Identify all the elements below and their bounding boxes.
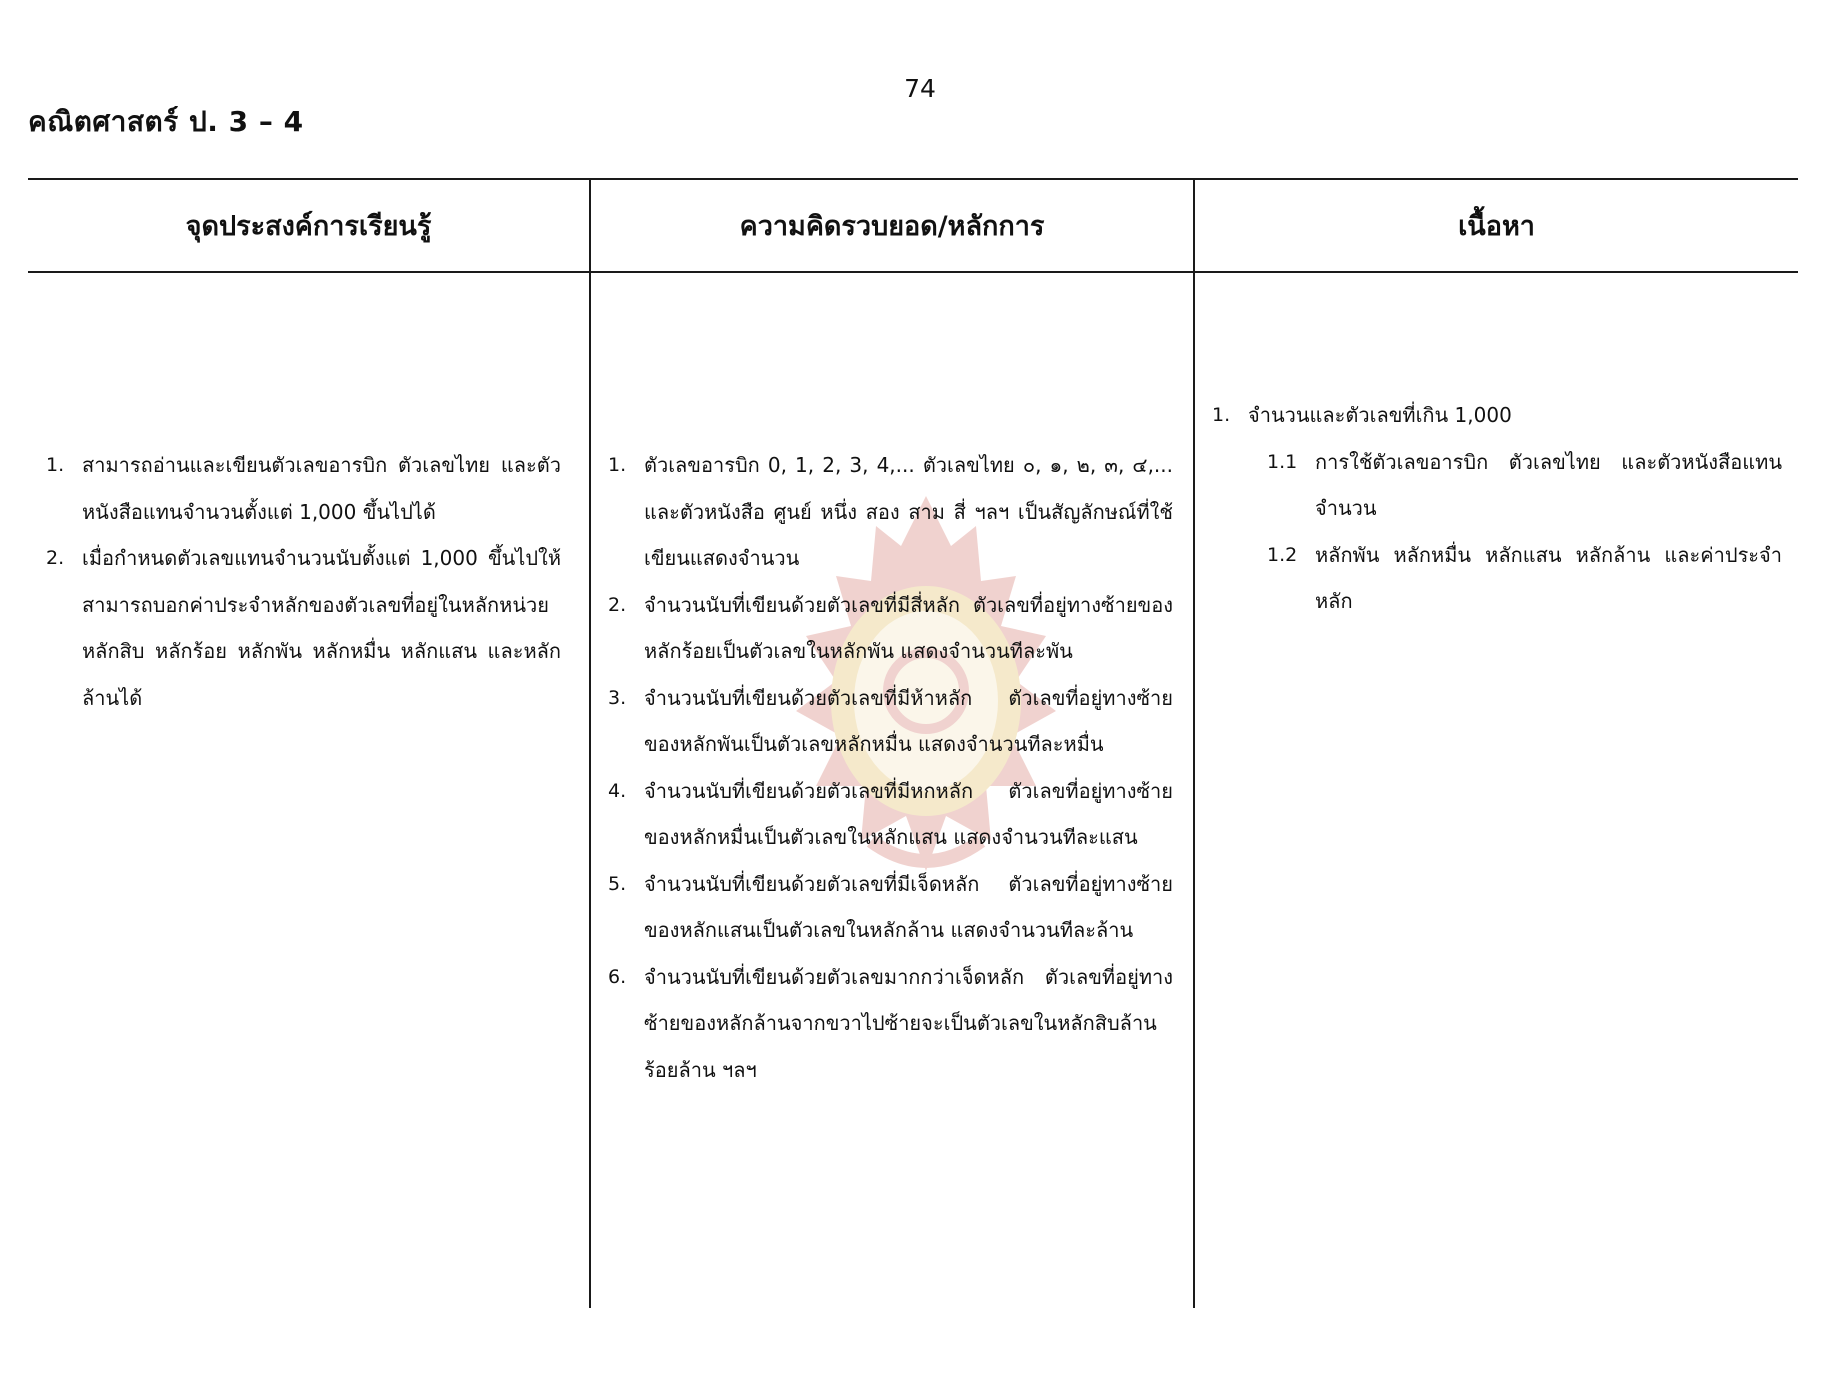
subitem-number: 1.1	[1267, 450, 1298, 473]
subitem-number: 1.2	[1267, 543, 1298, 566]
concepts-column	[608, 442, 1173, 1093]
list-item	[608, 768, 1173, 861]
list-item	[46, 535, 561, 721]
column-header-objectives: จุดประสงค์การเรียนรู้	[185, 211, 432, 242]
item-text: จำนวนนับที่เขียนด้วยตัวเลขที่มีหกหลัก ตัวเลขที่อยู่ทางซ้ายของหลักหมื่นเป็นตัวเลขในหลักแสน แสดงจำนวนทีละแสน	[644, 778, 1173, 849]
item-text: จำนวนนับที่เขียนด้วยตัวเลขที่มีเจ็ดหลัก ตัวเลขที่อยู่ทางซ้ายของหลักแสนเป็นตัวเลขในหลักล้าน แสดงจำนวนทีละล้าน	[644, 871, 1173, 942]
content-column	[1212, 392, 1782, 625]
list-item	[46, 442, 561, 535]
item-number: 2.	[608, 593, 627, 616]
subitem-text: หลักพัน หลักหมื่น หลักแสน หลักล้าน และค่าประจำหลัก	[1315, 542, 1782, 613]
item-text: จำนวนนับที่เขียนด้วยตัวเลขที่มีห้าหลัก ตัวเลขที่อยู่ทางซ้ายของหลักพันเป็นตัวเลขหลักหมื่น แสดงจำนวนทีละหมื่น	[644, 685, 1173, 756]
list-item	[608, 442, 1173, 582]
item-text: จำนวนนับที่เขียนด้วยตัวเลขที่มีสี่หลัก ตัวเลขที่อยู่ทางซ้ายของหลักร้อยเป็นตัวเลขในหลักพัน แสดงจำนวนทีละพัน	[644, 592, 1173, 663]
column-divider	[1193, 178, 1195, 1308]
item-number: 3.	[608, 686, 627, 709]
table-header-rule	[28, 271, 1798, 273]
item-text: จำนวนนับที่เขียนด้วยตัวเลขมากกว่าเจ็ดหลัก ตัวเลขที่อยู่ทางซ้ายของหลักล้านจากขวาไปซ้ายจะเป็นตัวเลขในหลักสิบล้าน ร้อยล้าน ฯลฯ	[644, 964, 1173, 1082]
item-text: จำนวนและตัวเลขที่เกิน 1,000	[1248, 403, 1512, 427]
item-number: 6.	[608, 965, 627, 988]
item-number: 2.	[46, 547, 65, 569]
item-number: 1.	[608, 454, 627, 476]
item-number: 1.	[1212, 404, 1231, 426]
item-number: 1.	[46, 454, 65, 476]
document-header: คณิตศาสตร์ ป. 3 – 4	[28, 105, 304, 138]
item-number: 4.	[608, 779, 627, 802]
column-header-concepts: ความคิดรวบยอด/หลักการ	[739, 211, 1045, 242]
content-topic	[1212, 392, 1782, 439]
list-item	[608, 954, 1173, 1094]
page-number: 74	[904, 74, 936, 103]
item-text: สามารถอ่านและเขียนตัวเลขอารบิก ตัวเลขไทย และตัวหนังสือแทนจำนวนตั้งแต่ 1,000 ขึ้นไปได้	[82, 453, 561, 524]
list-item	[608, 675, 1173, 768]
subitem-text: การใช้ตัวเลขอารบิก ตัวเลขไทย และตัวหนังสือแทนจำนวน	[1315, 449, 1782, 520]
item-text: เมื่อกำหนดตัวเลขแทนจำนวนนับตั้งแต่ 1,000 ขึ้นไปให้ สามารถบอกค่าประจำหลักของตัวเลขที่อยู่ในหลักหน่วย หลักสิบ หลักร้อย หลักพัน หลักหมื่น หลักแสน และหลักล้านได้	[82, 546, 561, 710]
content-subitem	[1267, 439, 1782, 532]
column-header-content: เนื้อหา	[1458, 211, 1535, 242]
list-item	[608, 861, 1173, 954]
objectives-column	[46, 442, 561, 721]
item-text: ตัวเลขอารบิก 0, 1, 2, 3, 4,... ตัวเลขไทย ๐, ๑, ๒, ๓, ๔,... และตัวหนังสือ ศูนย์ หนึ่ง สอง สาม สี่ ฯลฯ เป็นสัญลักษณ์ที่ใช้เขียนแสดงจำนวน	[644, 453, 1173, 570]
table-top-rule	[28, 178, 1798, 180]
list-item	[608, 582, 1173, 675]
item-number: 5.	[608, 872, 627, 895]
content-subitem	[1267, 532, 1782, 625]
column-divider	[589, 178, 591, 1308]
